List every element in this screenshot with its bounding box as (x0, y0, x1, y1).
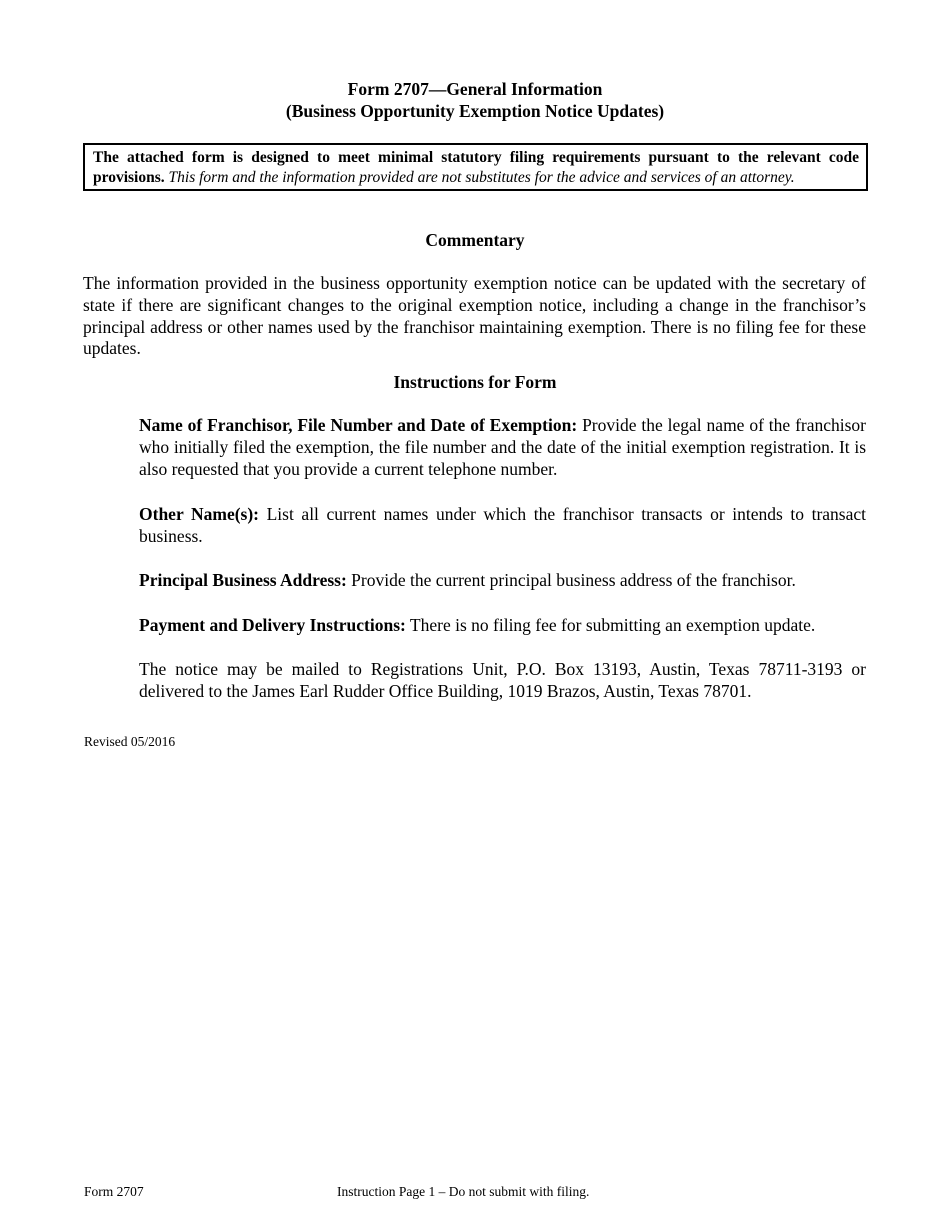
instruction-item (139, 615, 866, 637)
page-title (0, 78, 950, 122)
commentary-text: The information provided in the business opportunity exemption notice can be updated with the secretary of state if there are significant changes to the original exemption notice, including a change in the franchisor’s principal address or other names used by the franchisor maintaining exemption. There is no filing fee for these updates. (83, 273, 866, 359)
footer-page-note: Instruction Page 1 – Do not submit with filing. (337, 1184, 590, 1199)
instruction-label: Principal Business Address: (139, 570, 347, 590)
title-line-2: (Business Opportunity Exemption Notice Updates) (285, 101, 665, 121)
instruction-item (139, 504, 866, 548)
disclaimer-box (83, 143, 868, 191)
instruction-text: List all current names under which the franchisor transacts or intends to transact business. (139, 504, 866, 546)
instructions-heading: Instructions for Form (393, 372, 557, 392)
instruction-text: Provide the current principal business address of the franchisor. (351, 570, 796, 590)
mailing-instructions: The notice may be mailed to Registrations Unit, P.O. Box 13193, Austin, Texas 78711-3193 or delivered to the James Earl Rudder Office Building, 1019 Brazos, Austin, Texas 78701. (139, 659, 866, 701)
instruction-label: Other Name(s): (139, 504, 260, 524)
instruction-text: Provide the legal name of the franchisor who initially filed the exemption, the file number and the date of the initial exemption registration. It is also requested that you provide a current telephone number. (139, 415, 867, 479)
footer-form-number: Form 2707 (84, 1184, 144, 1199)
instruction-item (139, 570, 866, 592)
instruction-item (139, 415, 866, 480)
revision-date: Revised 05/2016 (84, 734, 176, 749)
instruction-text: There is no filing fee for submitting an exemption update. (409, 615, 816, 635)
instruction-label: Payment and Delivery Instructions: (139, 615, 406, 635)
disclaimer-bold-text: The attached form is designed to meet minimal statutory filing requirements pursuant to the relevant code provisions. (93, 149, 859, 186)
title-line-1: Form 2707—General Information (347, 79, 603, 99)
instruction-label: Name of Franchisor, File Number and Date of Exemption: (139, 415, 578, 435)
commentary-heading: Commentary (425, 230, 525, 250)
disclaimer-italic-text: This form and the information provided are not substitutes for the advice and services of an attorney. (168, 168, 795, 186)
